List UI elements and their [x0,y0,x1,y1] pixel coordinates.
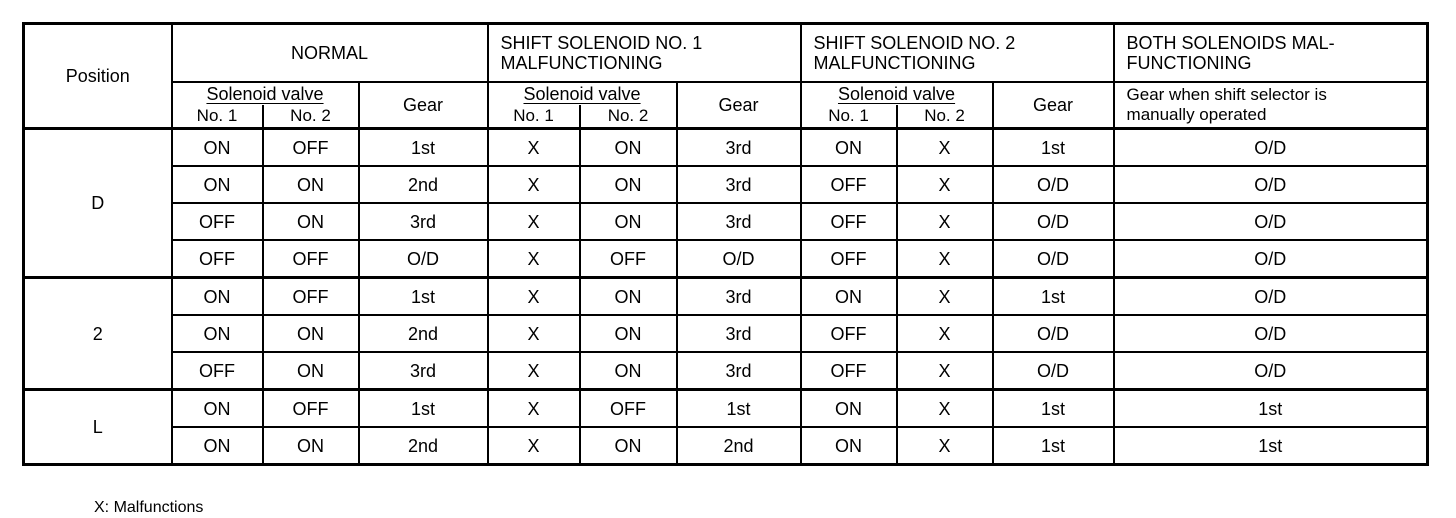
shift2-gear-cell: O/D [993,240,1114,278]
shift2-gear-cell: O/D [993,203,1114,240]
shift1-no2-cell: OFF [580,240,677,278]
normal-solenoid-valve-header: Solenoid valve [172,82,359,105]
normal-no2-cell: ON [263,315,359,352]
header-both-line2: FUNCTIONING [1126,53,1252,73]
shift1-gear-cell: 3rd [677,166,801,203]
table-row [24,352,1428,390]
shift2-no2-cell: X [897,278,993,316]
manual-gear-cell: O/D [1114,278,1428,316]
normal-gear-cell: 1st [359,278,488,316]
shift2-no1-cell: OFF [801,203,897,240]
normal-no1-cell: ON [172,278,263,316]
position-cell: 2 [24,278,172,390]
normal-no2-cell: OFF [263,278,359,316]
shift2-gear-header: Gear [993,82,1114,129]
shift1-no2-cell: ON [580,427,677,465]
shift2-gear-cell: O/D [993,315,1114,352]
shift1-gear-header: Gear [677,82,801,129]
shift1-gear-cell: 3rd [677,203,801,240]
shift2-no1-cell: OFF [801,315,897,352]
header-shift2-line2: MALFUNCTIONING [813,53,976,73]
shift2-gear-cell: 1st [993,129,1114,167]
shift1-no2-cell: ON [580,278,677,316]
normal-no1-cell: ON [172,427,263,465]
shift2-no2-cell: X [897,427,993,465]
normal-no1-cell: ON [172,390,263,428]
shift2-no1-header: No. 1 [801,105,897,129]
manual-gear-cell: O/D [1114,352,1428,390]
manual-line2: manually operated [1126,105,1267,124]
shift1-no1-cell: X [488,427,580,465]
header-position: Position [24,24,172,129]
manual-gear-cell: O/D [1114,315,1428,352]
normal-gear-cell: 2nd [359,166,488,203]
shift1-no1-cell: X [488,390,580,428]
normal-no1-cell: ON [172,315,263,352]
shift1-no1-header: No. 1 [488,105,580,129]
shift1-no2-cell: ON [580,166,677,203]
shift1-gear-cell: O/D [677,240,801,278]
manual-line1: Gear when shift selector is [1126,85,1327,104]
normal-no1-cell: OFF [172,203,263,240]
malfunction-note: X: Malfunctions [94,499,204,516]
shift2-no1-cell: ON [801,427,897,465]
shift1-no2-cell: ON [580,315,677,352]
table-body [24,129,1428,465]
normal-gear-cell: O/D [359,240,488,278]
normal-no1-cell: ON [172,129,263,167]
shift2-no2-header: No. 2 [897,105,993,129]
manual-gear-header [1114,82,1428,129]
solenoid-malfunction-table-container [22,22,1426,466]
shift1-no1-cell: X [488,352,580,390]
normal-no2-cell: ON [263,166,359,203]
shift1-gear-cell: 3rd [677,129,801,167]
shift1-gear-cell: 3rd [677,315,801,352]
shift2-no2-cell: X [897,315,993,352]
shift1-no2-cell: ON [580,352,677,390]
shift1-no1-cell: X [488,240,580,278]
shift1-gear-cell: 1st [677,390,801,428]
normal-no1-cell: ON [172,166,263,203]
shift2-no1-cell: ON [801,390,897,428]
shift1-no2-cell: OFF [580,390,677,428]
shift1-no1-cell: X [488,129,580,167]
shift2-no2-cell: X [897,166,993,203]
shift1-no2-cell: ON [580,203,677,240]
manual-gear-cell: O/D [1114,203,1428,240]
solenoid-malfunction-table [22,22,1429,466]
shift2-gear-cell: O/D [993,352,1114,390]
shift2-no2-cell: X [897,203,993,240]
shift2-gear-cell: 1st [993,278,1114,316]
shift2-no1-cell: OFF [801,352,897,390]
shift1-no2-cell: ON [580,129,677,167]
header-shift1-line2: MALFUNCTIONING [500,53,663,73]
normal-gear-cell: 1st [359,390,488,428]
normal-no2-cell: OFF [263,390,359,428]
shift2-gear-cell: 1st [993,427,1114,465]
header-shift1-line1: SHIFT SOLENOID NO. 1 [500,33,703,53]
table-row [24,166,1428,203]
shift2-no1-cell: OFF [801,166,897,203]
manual-gear-cell: 1st [1114,390,1428,428]
normal-no1-cell: OFF [172,352,263,390]
shift2-gear-cell: 1st [993,390,1114,428]
shift1-no1-cell: X [488,203,580,240]
shift1-gear-cell: 3rd [677,278,801,316]
normal-no2-header: No. 2 [263,105,359,129]
header-both-line1: BOTH SOLENOIDS MAL- [1126,33,1335,53]
position-cell: D [24,129,172,278]
shift1-no1-cell: X [488,278,580,316]
table-row [24,315,1428,352]
shift2-no2-cell: X [897,390,993,428]
normal-no2-cell: OFF [263,240,359,278]
table-row [24,427,1428,465]
shift1-solenoid-valve-header: Solenoid valve [488,82,677,105]
normal-no2-cell: ON [263,427,359,465]
manual-gear-cell: O/D [1114,129,1428,167]
normal-no2-cell: ON [263,352,359,390]
normal-no1-header: No. 1 [172,105,263,129]
manual-gear-cell: O/D [1114,240,1428,278]
normal-gear-cell: 3rd [359,203,488,240]
table-row [24,390,1428,428]
normal-gear-cell: 2nd [359,427,488,465]
normal-no2-cell: OFF [263,129,359,167]
header-shift2-line1: SHIFT SOLENOID NO. 2 [813,33,1016,53]
shift2-no1-cell: OFF [801,240,897,278]
shift2-no1-cell: ON [801,278,897,316]
header-shift-solenoid-1 [488,24,801,83]
shift1-gear-cell: 2nd [677,427,801,465]
header-normal: NORMAL [172,24,488,83]
shift2-solenoid-valve-header: Solenoid valve [801,82,993,105]
normal-gear-header: Gear [359,82,488,129]
table-row [24,203,1428,240]
header-both-solenoids [1114,24,1428,83]
position-cell: L [24,390,172,465]
shift1-no2-header: No. 2 [580,105,677,129]
shift2-gear-cell: O/D [993,166,1114,203]
manual-gear-cell: O/D [1114,166,1428,203]
normal-no2-cell: ON [263,203,359,240]
shift2-no1-cell: ON [801,129,897,167]
normal-gear-cell: 1st [359,129,488,167]
header-shift-solenoid-2 [801,24,1114,83]
manual-gear-cell: 1st [1114,427,1428,465]
normal-no1-cell: OFF [172,240,263,278]
shift1-no1-cell: X [488,166,580,203]
shift2-no2-cell: X [897,352,993,390]
shift1-no1-cell: X [488,315,580,352]
normal-gear-cell: 2nd [359,315,488,352]
table-row [24,240,1428,278]
table-row [24,278,1428,316]
normal-gear-cell: 3rd [359,352,488,390]
shift2-no2-cell: X [897,129,993,167]
shift1-gear-cell: 3rd [677,352,801,390]
table-row [24,129,1428,167]
shift2-no2-cell: X [897,240,993,278]
